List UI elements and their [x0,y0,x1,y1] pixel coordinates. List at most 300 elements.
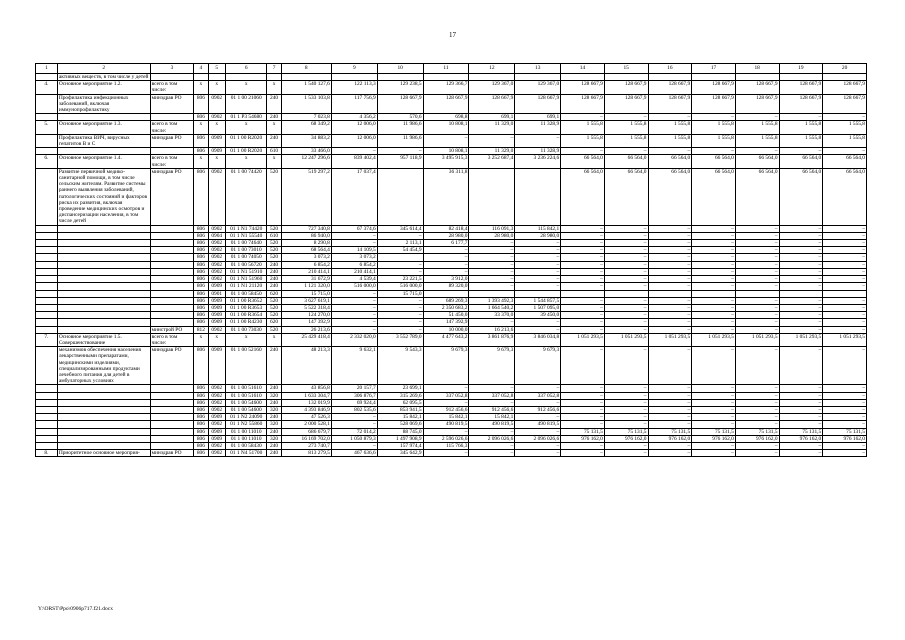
table-cell: – [604,442,648,449]
table-cell: 806 [194,421,208,428]
table-cell: 337 052,8 [469,392,515,399]
table-cell: – [823,347,867,385]
table-cell: 66 564,0 [648,168,692,225]
table-row [36,421,867,428]
table-cell: – [692,442,736,449]
table-cell: – [561,421,605,428]
table-cell: 128 667,9 [692,81,736,94]
table-cell: 3 912,0 [423,276,469,283]
table-cell: 0909 [208,435,225,442]
table-cell: 520 [267,312,281,319]
table-cell: – [735,347,779,385]
table-cell: 01 1 Р3 54680 [225,114,266,121]
table-cell: 806 [194,435,208,442]
table-cell: – [823,399,867,406]
table-cell: – [331,290,377,297]
table-cell: 3 073,2 [281,254,331,261]
table-cell: 520 [267,326,281,333]
table-cell: – [692,114,736,121]
table-cell: 337 052,8 [515,392,561,399]
table-cell [57,312,150,319]
table-cell: 1 544 857,5 [515,297,561,304]
table-row [36,121,867,134]
table-cell: – [648,414,692,421]
table-cell: – [648,450,692,457]
table-cell [57,290,150,297]
table-cell: – [735,385,779,392]
table-cell: 51 450,0 [423,312,469,319]
table-cell: 01 1 00 R3654 [225,312,266,319]
table-cell: x [225,121,266,134]
table-cell: – [561,312,605,319]
table-cell: 806 [194,347,208,385]
table-cell: – [604,276,648,283]
table-cell: – [561,442,605,449]
table-cell: 31 672,9 [281,276,331,283]
header-cell: 11 [423,64,469,74]
table-cell: 320 [267,406,281,413]
table-cell [36,254,58,261]
table-cell [281,74,331,81]
table-cell: – [735,406,779,413]
table-cell: – [692,254,736,261]
table-cell: 128 667,9 [735,81,779,94]
table-cell: 210 414,1 [281,268,331,275]
table-cell: 6 854,2 [281,261,331,268]
table-cell: – [423,399,469,406]
table-cell: 976 162,0 [648,435,692,442]
table-cell: x [208,121,225,134]
table-cell: 11 328,9 [515,121,561,134]
table-cell: 69 924,4 [331,399,377,406]
table-cell: – [779,312,823,319]
table-cell: 699,1 [469,114,515,121]
table-cell: 11 986,6 [377,134,423,147]
table-cell: – [331,297,377,304]
header-cell: 2 [57,64,150,74]
table-cell: 88 745,0 [377,428,423,435]
table-cell: 0902 [208,392,225,399]
table-cell: 1 050 879,3 [331,435,377,442]
table-cell: 806 [194,276,208,283]
header-cell: 5 [208,64,225,74]
table-cell: 1 555,8 [823,121,867,134]
table-cell: минздрав РО [150,347,194,385]
table-cell: 01 1 00 74050 [225,254,266,261]
table-cell: – [648,232,692,239]
table-row [36,450,867,457]
table-cell: 698,8 [423,114,469,121]
table-cell: 1 555,8 [561,134,605,147]
table-cell: 806 [194,148,208,155]
table-row [36,326,867,333]
table-cell: 806 [194,283,208,290]
table-cell: 1 555,8 [648,121,692,134]
table-cell: 1 555,8 [735,134,779,147]
table-cell: 0909 [208,319,225,326]
table-cell: 128 667,9 [515,94,561,114]
table-cell: – [515,326,561,333]
table-cell: – [823,254,867,261]
table-cell: – [515,450,561,457]
table-cell: 806 [194,232,208,239]
table-cell [150,261,194,268]
table-cell: 11 329,0 [469,148,515,155]
table-cell: – [604,312,648,319]
table-cell: – [779,268,823,275]
header-cell: 18 [735,64,779,74]
table-cell: 0909 [208,297,225,304]
table-cell: – [779,406,823,413]
table-cell: 4 356,2 [331,114,377,121]
table-cell: 315 269,6 [377,392,423,399]
table-cell [57,326,150,333]
table-cell: 686 679,7 [281,428,331,435]
table-cell: – [423,450,469,457]
table-cell [36,385,58,392]
table-cell: 62 095,5 [377,399,423,406]
table-cell: 240 [267,94,281,114]
table-cell: – [561,283,605,290]
table-cell: 11 328,9 [515,148,561,155]
table-cell: 75 131,5 [823,428,867,435]
table-cell [57,276,150,283]
table-cell: – [823,276,867,283]
table-cell: – [823,283,867,290]
table-cell [36,276,58,283]
table-cell: – [692,297,736,304]
table-cell: – [331,232,377,239]
table-cell [150,268,194,275]
table-cell [150,297,194,304]
table-cell [57,283,150,290]
table-cell: 128 667,9 [735,94,779,114]
table-cell: 66 564,0 [561,168,605,225]
table-cell: 01 1 00 58450 [225,290,266,297]
table-cell: 806 [194,134,208,147]
table-cell: 115 766,3 [423,442,469,449]
table-cell: 320 [267,435,281,442]
table-cell: 128 667,9 [561,81,605,94]
table-row [36,385,867,392]
table-cell: 128 667,9 [648,81,692,94]
table-cell: – [735,297,779,304]
table-cell: – [692,399,736,406]
table-cell [150,283,194,290]
table-cell: 1 051 293,5 [779,333,823,346]
table-row [36,81,867,94]
table-cell: – [604,247,648,254]
table-cell: – [469,261,515,268]
table-row [36,304,867,311]
table-cell: 72 014,2 [331,428,377,435]
table-cell: 467 636,6 [331,450,377,457]
table-cell: 01 1 00 54600 [225,399,266,406]
table-cell: – [735,261,779,268]
table-cell: – [779,347,823,385]
table-cell: – [469,254,515,261]
table-cell: 240 [267,276,281,283]
table-cell: – [779,148,823,155]
table-cell [57,148,150,155]
table-cell: – [515,442,561,449]
table-cell [150,74,194,81]
table-row [36,428,867,435]
table-cell: 520 [267,247,281,254]
table-cell: Основное мероприятие 1.2. [57,81,150,94]
table-cell: – [377,232,423,239]
table-cell: 1 051 293,5 [648,333,692,346]
table-cell: – [604,283,648,290]
table-cell: x [208,155,225,168]
table-cell: – [823,297,867,304]
table-cell: – [735,268,779,275]
table-cell: 129 366,7 [423,81,469,94]
table-cell: 67 374,6 [331,225,377,232]
table-row [36,168,867,225]
table-cell: – [515,414,561,421]
table-cell [208,74,225,81]
table-cell: 01 1 00 73010 [225,247,266,254]
table-cell: – [561,232,605,239]
table-cell [150,240,194,247]
table-cell: – [779,442,823,449]
table-cell: 66 564,0 [779,155,823,168]
table-cell: 01 1 N1 51960 [225,276,266,283]
table-cell: – [604,148,648,155]
table-cell: – [779,450,823,457]
header-cell: 16 [648,64,692,74]
table-cell: 520 [267,225,281,232]
table-cell: – [648,261,692,268]
table-cell: 0909 [208,414,225,421]
table-cell: 853 941,5 [377,406,423,413]
table-cell: – [648,225,692,232]
table-cell: 4. [36,81,58,94]
table-cell: 6 854,2 [331,261,377,268]
table-cell: 89 320,0 [423,283,469,290]
table-cell: 0902 [208,225,225,232]
table-cell: 01 1 N1 51910 [225,268,266,275]
table-row [36,442,867,449]
table-cell: – [692,406,736,413]
table-cell: – [377,304,423,311]
table-cell: – [692,450,736,457]
table-cell: – [779,297,823,304]
header-cell: 15 [604,64,648,74]
table-cell [36,261,58,268]
table-cell: – [648,326,692,333]
table-cell: – [561,247,605,254]
table-cell: – [604,347,648,385]
table-cell: 0909 [208,312,225,319]
table-cell [515,168,561,225]
table-cell: – [735,232,779,239]
table-cell: – [823,247,867,254]
table-cell [57,114,150,121]
table-cell: 516 000,0 [377,283,423,290]
table-cell [36,240,58,247]
table-cell [36,347,58,385]
table-cell: – [735,276,779,283]
table-cell: 806 [194,319,208,326]
table-cell: 0902 [208,406,225,413]
table-cell: – [469,319,515,326]
table-cell: 520 [267,240,281,247]
table-cell: x [225,81,266,94]
table-cell: 12 247 296,6 [281,155,331,168]
table-cell [823,74,867,81]
table-cell: – [823,232,867,239]
table-cell: – [561,406,605,413]
table-cell: – [648,406,692,413]
table-cell: – [823,304,867,311]
table-cell [515,74,561,81]
table-cell: 976 162,0 [735,435,779,442]
table-cell: – [823,261,867,268]
table-cell: 82 418,4 [423,225,469,232]
table-cell: 1 051 293,5 [561,333,605,346]
budget-table [35,63,867,457]
table-cell [735,290,779,297]
table-cell [150,304,194,311]
table-cell: 4 539,4 [331,276,377,283]
table-cell: – [604,421,648,428]
table-cell: 0902 [208,399,225,406]
table-cell: – [515,134,561,147]
table-cell [36,268,58,275]
table-cell: 912 456,6 [469,406,515,413]
table-cell: 11 986,6 [377,121,423,134]
table-cell: – [469,399,515,406]
table-cell: 620 [267,319,281,326]
table-cell: – [692,240,736,247]
table-cell: 1 555,8 [735,121,779,134]
table-cell: – [469,450,515,457]
table-cell: 47 526,3 [281,414,331,421]
table-cell: 66 564,0 [779,168,823,225]
table-cell: 519 297,2 [281,168,331,225]
table-cell: 132 019,9 [281,399,331,406]
table-cell: 3 073,2 [331,254,377,261]
table-cell: – [823,442,867,449]
table-cell: 128 667,9 [823,81,867,94]
table-cell: – [735,114,779,121]
table-cell [57,304,150,311]
table-cell [57,261,150,268]
table-cell: – [423,247,469,254]
table-cell: минстрой РО [150,326,194,333]
table-row [36,399,867,406]
table-cell: 570,6 [377,114,423,121]
table-cell [150,148,194,155]
table-cell: 0902 [208,254,225,261]
table-cell: – [735,247,779,254]
table-cell: x [208,81,225,94]
table-cell: – [331,442,377,449]
table-row [36,268,867,275]
table-row [36,232,867,239]
table-cell: x [267,121,281,134]
table-cell: 0902 [208,268,225,275]
table-cell: 806 [194,304,208,311]
table-cell [150,421,194,428]
table-cell: 1 555,8 [692,134,736,147]
table-cell: 75 131,5 [692,428,736,435]
table-cell: 01 1 N2 55860 [225,421,266,428]
table-cell: – [648,247,692,254]
table-cell [36,428,58,435]
table-cell: 306 876,7 [331,392,377,399]
table-cell [735,74,779,81]
table-cell: 0902 [208,276,225,283]
table-cell: 4 477 643,2 [423,333,469,346]
table-row [36,283,867,290]
table-cell: 128 667,9 [779,94,823,114]
table-cell [150,428,194,435]
table-cell: – [515,283,561,290]
header-cell: 3 [150,64,194,74]
table-cell: – [377,312,423,319]
table-row [36,155,867,168]
table-cell: 66 564,0 [692,168,736,225]
table-cell: 3 861 876,9 [469,333,515,346]
table-cell: 157 974,4 [377,442,423,449]
table-cell: всего в том числе: [150,81,194,94]
table-cell: 39 450,0 [515,312,561,319]
table-cell: – [692,268,736,275]
table-cell: 01 1 00 11010 [225,435,266,442]
table-cell: 128 667,9 [779,81,823,94]
table-cell: 129 238,5 [377,81,423,94]
table-cell: 520 [267,304,281,311]
table-cell: 610 [267,232,281,239]
table-cell: – [561,261,605,268]
table-cell: – [515,399,561,406]
table-cell: x [225,155,266,168]
table-cell [36,247,58,254]
table-cell [36,304,58,311]
table-cell: – [735,392,779,399]
table-cell [36,442,58,449]
table-cell: 33 466,0 [281,148,331,155]
table-cell: 912 456,6 [515,406,561,413]
table-cell: – [779,283,823,290]
table-cell: всего в том числе: [150,333,194,346]
table-cell: 0902 [208,450,225,457]
table-cell: – [515,385,561,392]
table-cell: x [194,155,208,168]
table-cell: – [779,240,823,247]
table-cell: 54 454,9 [377,247,423,254]
table-cell: 240 [267,347,281,385]
table-cell: 43 856,8 [281,385,331,392]
table-cell: 2 000 528,1 [281,421,331,428]
table-cell: 01 1 00 R2020 [225,134,266,147]
table-cell: – [823,319,867,326]
table-cell: 1 507 095,0 [515,304,561,311]
table-cell: 0902 [208,385,225,392]
table-cell: 273 740,7 [281,442,331,449]
table-cell: 1 051 293,5 [692,333,736,346]
table-cell [150,276,194,283]
table-cell: 2 096 026,6 [515,435,561,442]
table-cell: 2 332 020,0 [331,333,377,346]
table-cell: 01 1 00 21060 [225,94,266,114]
table-cell: 01 1 00 51610 [225,392,266,399]
table-cell: – [469,385,515,392]
table-cell: 516 000,0 [331,283,377,290]
